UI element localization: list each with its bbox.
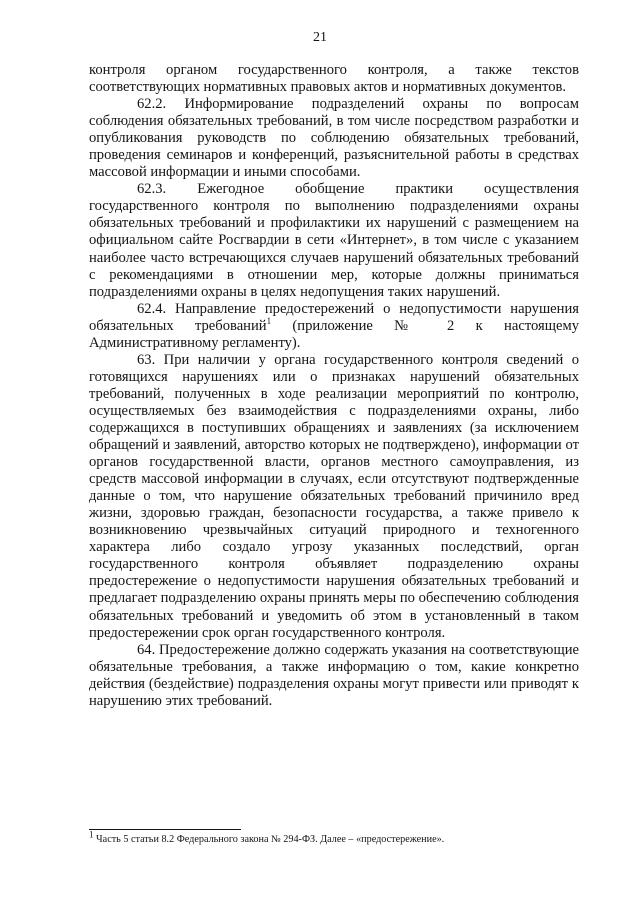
paragraph-63: 63. При наличии у органа государственного контроля сведений о готовящихся нарушениях или о признаках нарушений обязательных требований, полученных в ходе реализации мероприятий по контролю, осуществляемых без взаимодействия с подразделениями охраны, либо содержащихся в поступивших обращениях и заявлениях (за исключением обращений и заявлений, авторство которых не подтверждено), информации от органов государственной власти, органов местного самоуправления, из средств массовой информации в случаях, если отсутствуют подтвержденные данные о том, что нарушение обязательных требований причинило вред жизни, здоровью граждан, безопасности государства, а также привело к возникновению чрезвычайных ситуаций природного и техногенного характера либо создало угрозу указанных последствий, орган государственного контроля объявляет подразделению охраны предостережение о недопустимости нарушения обязательных требований и предлагает подразделению охраны принять меры по обеспечению соблюдения обязательных требований и уведомить об этом в установленный в таком предостережении срок орган государственного контроля. xyxy=(89,351,579,641)
paragraph-64: 64. Предостережение должно содержать указания на соответствующие обязательные требования, а также информацию о том, какие конкретно действия (бездействие) подразделения охраны могут привести или приводят к нарушению этих требований. xyxy=(89,641,579,709)
paragraph-62-4-tail: (приложение № 2 к настоящему Административному регламенту). xyxy=(89,317,579,351)
footnote xyxy=(89,829,589,846)
document-body xyxy=(89,62,579,710)
paragraph-62-4 xyxy=(89,301,579,352)
page-number: 21 xyxy=(313,30,327,45)
paragraph-62-2: 62.2. Информирование подразделений охраны по вопросам соблюдения обязательных требований, в том числе посредством разработки и опубликования руководств по соблюдению обязательных требований, проведения семинаров и конференций, разъяснительной работы в средствах массовой информации и иными способами. xyxy=(89,96,579,181)
footnote-separator xyxy=(89,829,241,830)
paragraph-continuation: контроля органом государственного контроля, а также текстов соответствующих нормативных правовых актов и нормативных документов. xyxy=(89,62,579,96)
footnote-marker: 1 xyxy=(89,829,94,840)
paragraph-62-4-text: 62.4. Направление предостережений о недопустимости нарушения обязательных требований xyxy=(89,300,579,334)
paragraph-62-3: 62.3. Ежегодное обобщение практики осуществления государственного контроля по выполнению подразделениями охраны обязательных требований и профилактики их нарушений с размещением на официальном сайте Росгвардии в сети «Интернет», в том числе с указанием наиболее часто встречающихся случаев нарушений обязательных требований с рекомендациями в отношении мер, которые должны приниматься подразделениями охраны в целях недопущения таких нарушений. xyxy=(89,181,579,300)
footnote-text: Часть 5 статьи 8.2 Федерального закона № 294-ФЗ. Далее – «предостережение». xyxy=(93,834,445,845)
footnote-reference[interactable]: 1 xyxy=(266,315,272,326)
